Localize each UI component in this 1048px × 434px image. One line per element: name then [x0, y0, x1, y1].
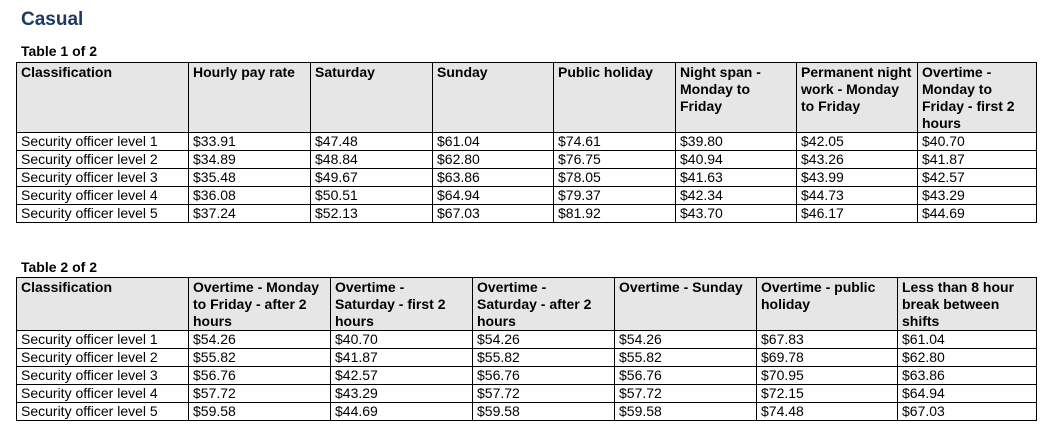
rate-cell: $40.70 [918, 133, 1037, 151]
rate-cell: $39.80 [676, 133, 797, 151]
classification-cell: Security officer level 5 [17, 205, 189, 223]
rate-cell: $67.03 [433, 205, 554, 223]
pay-rates-table-1 [16, 62, 1037, 223]
rate-cell: $36.08 [189, 187, 311, 205]
column-header: Hourly pay rate [189, 63, 311, 133]
rate-cell: $67.83 [757, 331, 898, 349]
rate-cell: $62.80 [898, 349, 1037, 367]
rate-cell: $64.94 [433, 187, 554, 205]
rate-cell: $62.80 [433, 151, 554, 169]
rate-cell: $59.58 [473, 403, 615, 421]
column-header: Classification [17, 278, 189, 331]
rate-cell: $56.76 [473, 367, 615, 385]
column-header: Overtime - Monday to Friday - first 2 hours [918, 63, 1037, 133]
rate-cell: $69.78 [757, 349, 898, 367]
rate-cell: $79.37 [554, 187, 676, 205]
classification-cell: Security officer level 1 [17, 133, 189, 151]
rate-cell: $46.17 [797, 205, 918, 223]
column-header: Night span - Monday to Friday [676, 63, 797, 133]
classification-cell: Security officer level 5 [17, 403, 189, 421]
rate-cell: $74.61 [554, 133, 676, 151]
column-header: Sunday [433, 63, 554, 133]
rate-cell: $54.26 [473, 331, 615, 349]
rate-cell: $55.82 [473, 349, 615, 367]
rate-cell: $43.26 [797, 151, 918, 169]
column-header: Overtime - Saturday - first 2 hours [331, 278, 473, 331]
rate-cell: $44.73 [797, 187, 918, 205]
column-header: Overtime - public holiday [757, 278, 898, 331]
rate-cell: $64.94 [898, 385, 1037, 403]
column-header: Saturday [311, 63, 433, 133]
rate-cell: $41.63 [676, 169, 797, 187]
rate-cell: $47.48 [311, 133, 433, 151]
rate-cell: $43.29 [918, 187, 1037, 205]
classification-cell: Security officer level 4 [17, 385, 189, 403]
rate-cell: $56.76 [189, 367, 331, 385]
rate-cell: $42.57 [918, 169, 1037, 187]
column-header: Less than 8 hour break between shifts [898, 278, 1037, 331]
column-header: Overtime - Saturday - after 2 hours [473, 278, 615, 331]
rate-cell: $57.72 [615, 385, 757, 403]
rate-cell: $57.72 [189, 385, 331, 403]
rate-cell: $56.76 [615, 367, 757, 385]
rate-cell: $50.51 [311, 187, 433, 205]
classification-cell: Security officer level 1 [17, 331, 189, 349]
table-header-row [17, 63, 1037, 133]
rate-cell: $63.86 [433, 169, 554, 187]
table-row [17, 403, 1037, 421]
rate-cell: $44.69 [918, 205, 1037, 223]
pay-rates-table-2 [16, 277, 1037, 421]
rate-cell: $61.04 [898, 331, 1037, 349]
rate-cell: $44.69 [331, 403, 473, 421]
rate-cell: $61.04 [433, 133, 554, 151]
column-header: Overtime - Sunday [615, 278, 757, 331]
classification-cell: Security officer level 3 [17, 367, 189, 385]
rate-cell: $42.05 [797, 133, 918, 151]
table-row [17, 331, 1037, 349]
rate-cell: $70.95 [757, 367, 898, 385]
table-row [17, 367, 1037, 385]
rate-cell: $74.48 [757, 403, 898, 421]
rate-cell: $42.34 [676, 187, 797, 205]
rate-cell: $57.72 [473, 385, 615, 403]
rate-cell: $48.84 [311, 151, 433, 169]
rate-cell: $43.99 [797, 169, 918, 187]
rate-cell: $43.70 [676, 205, 797, 223]
rate-cell: $33.91 [189, 133, 311, 151]
column-header: Classification [17, 63, 189, 133]
rate-cell: $49.67 [311, 169, 433, 187]
rate-cell: $37.24 [189, 205, 311, 223]
rate-cell: $41.87 [918, 151, 1037, 169]
table-header-row [17, 278, 1037, 331]
rate-cell: $52.13 [311, 205, 433, 223]
rate-cell: $43.29 [331, 385, 473, 403]
table-row [17, 349, 1037, 367]
table-row [17, 385, 1037, 403]
column-header: Public holiday [554, 63, 676, 133]
rate-cell: $40.94 [676, 151, 797, 169]
table-1-caption: Table 1 of 2 [21, 43, 97, 59]
rate-cell: $67.03 [898, 403, 1037, 421]
rate-cell: $59.58 [615, 403, 757, 421]
rate-cell: $42.57 [331, 367, 473, 385]
classification-cell: Security officer level 2 [17, 349, 189, 367]
column-header: Overtime - Monday to Friday - after 2 hours [189, 278, 331, 331]
rate-cell: $34.89 [189, 151, 311, 169]
table-row [17, 133, 1037, 151]
rate-cell: $35.48 [189, 169, 311, 187]
rate-cell: $54.26 [189, 331, 331, 349]
column-header: Permanent night work - Monday to Friday [797, 63, 918, 133]
rate-cell: $55.82 [615, 349, 757, 367]
rate-cell: $59.58 [189, 403, 331, 421]
classification-cell: Security officer level 2 [17, 151, 189, 169]
table-row [17, 151, 1037, 169]
classification-cell: Security officer level 3 [17, 169, 189, 187]
section-heading: Casual [21, 9, 84, 30]
rate-cell: $54.26 [615, 331, 757, 349]
rate-cell: $40.70 [331, 331, 473, 349]
table-row [17, 205, 1037, 223]
rate-cell: $81.92 [554, 205, 676, 223]
classification-cell: Security officer level 4 [17, 187, 189, 205]
rate-cell: $55.82 [189, 349, 331, 367]
rate-cell: $78.05 [554, 169, 676, 187]
rate-cell: $63.86 [898, 367, 1037, 385]
rate-cell: $76.75 [554, 151, 676, 169]
rate-cell: $72.15 [757, 385, 898, 403]
table-row [17, 169, 1037, 187]
table-2-caption: Table 2 of 2 [21, 259, 97, 275]
rate-cell: $41.87 [331, 349, 473, 367]
table-row [17, 187, 1037, 205]
